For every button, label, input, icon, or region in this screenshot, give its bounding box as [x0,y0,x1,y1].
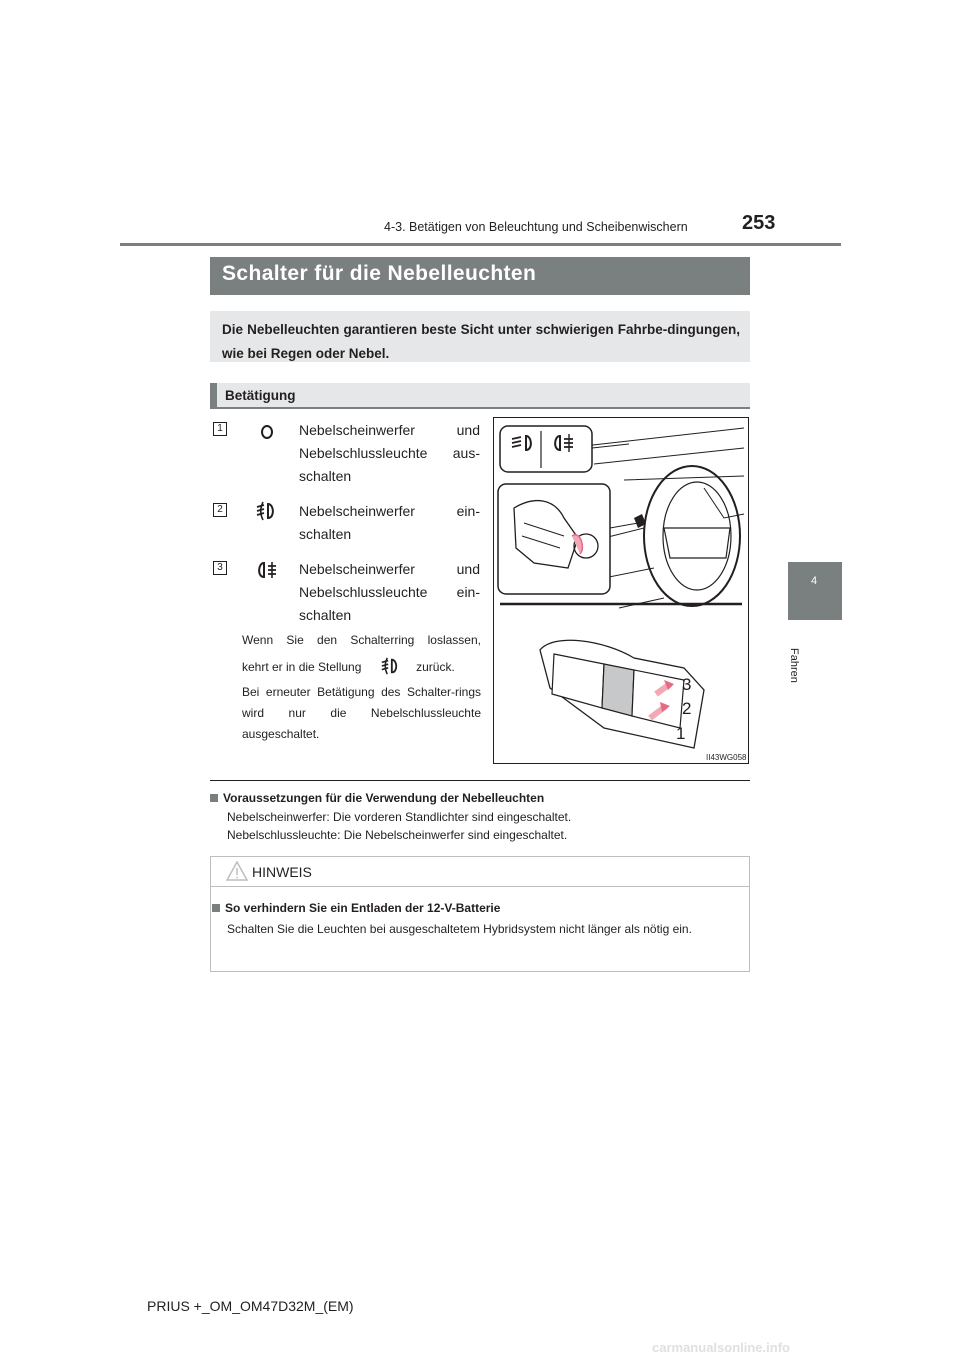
illustration-figure [493,417,749,764]
rear-fog-icon [254,559,278,581]
item-3-line-1: Nebelscheinwerfer und [299,561,480,577]
chapter-tab [788,562,842,620]
chapter-label [788,648,842,698]
warning-triangle-icon [226,861,248,881]
intro-text: Die Nebelleuchten garantieren beste Sicht unter schwierigen Fahrbe-dingungen, wie bei Regen oder Nebel. [222,322,740,361]
header-section-title: 4-3. Betätigen von Beleuchtung und Scheibenwischern [384,220,688,234]
item-3-text [299,558,480,627]
item-3-line-3: schalten [299,607,352,623]
item-number-3: 3 [213,561,227,575]
fog-switch-illustration [494,418,748,763]
note-line-2 [242,656,481,678]
figure-callout-3: 3 [682,675,692,694]
item-2-text [299,500,480,546]
page-number: 253 [742,212,776,234]
item-number-2: 2 [213,503,227,517]
chapter-label-text: Fahren [788,648,800,683]
section-rule [210,780,750,781]
note-line-3: Bei erneuter Betätigung des Schalter-rings wird nur die Nebelschlussleuchte ausgeschaltet. [242,685,481,741]
item-2-line-1: Nebelscheinwerfer ein- [299,503,480,519]
fog-off-icon [255,420,279,442]
figure-callout-2: 2 [682,699,692,718]
chapter-tab-number: 4 [810,575,818,587]
item-1-line-1: Nebelscheinwerfer und [299,422,480,438]
figure-callout-1: 1 [676,724,686,743]
page-title: Schalter für die Nebelleuchten [222,262,537,285]
header-rule [120,243,841,246]
conditions-title-text: Voraussetzungen für die Verwendung der Nebelleuchten [223,791,545,805]
item-2-line-2: schalten [299,526,352,542]
item-1-text [299,419,480,488]
item-3-line-2: Nebelschlussleuchte ein- [299,584,480,600]
item-number-1: 1 [213,422,227,436]
warning-subtitle-text: So verhindern Sie ein Entladen der 12-V-Batterie [225,901,501,915]
conditions-line-1: Nebelscheinwerfer: Die vorderen Standlichter sind eingeschaltet. [227,810,572,824]
subsection-title: Betätigung [225,388,296,403]
note-line-2-before: kehrt er in die Stellung [242,660,362,674]
watermark: carmanualsonline.info [652,1340,790,1355]
conditions-line-2: Nebelschlussleuchte: Die Nebelscheinwerfer sind eingeschaltet. [227,828,568,842]
warning-box-rule [211,886,749,887]
warning-text: Schalten Sie die Leuchten bei ausgeschaltetem Hybridsystem nicht länger als nötig ein. [227,922,692,936]
warning-label: HINWEIS [252,864,312,880]
item-1-line-2: Nebelschlussleuchte aus- [299,445,480,461]
footer-code: PRIUS +_OM_OM47D32M_(EM) [147,1298,354,1314]
front-fog-icon [254,500,278,522]
subsection-accent [210,383,217,409]
warning-subtitle [212,901,500,915]
item-1-line-3: schalten [299,468,352,484]
front-fog-inline-icon [379,656,401,676]
note-line-2-after: zurück. [416,660,455,674]
bullet-square [212,904,220,912]
subsection-bar [217,383,750,409]
bullet-square [210,794,218,802]
note-line-1: Wenn Sie den Schalterring loslassen, [242,633,481,647]
conditions-title [210,791,544,805]
figure-code: II43WG058 [706,753,747,762]
